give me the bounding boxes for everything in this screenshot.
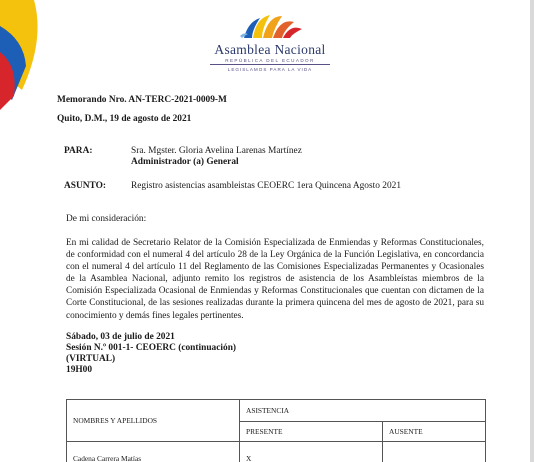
session-time: 19H00: [66, 365, 93, 375]
logo-divider: [210, 64, 330, 65]
table-row: [67, 442, 486, 462]
para-name: Sra. Mgster. Gloria Avelina Larenas Martínez: [131, 146, 302, 156]
session-date: Sábado, 03 de julio de 2021: [66, 332, 175, 342]
col-header-names: NOMBRES Y APELLIDOS: [67, 400, 240, 442]
session-mode: (VIRTUAL): [66, 354, 116, 364]
col-header-present: PRESENTE: [240, 422, 383, 442]
page-edge: [530, 0, 534, 462]
row-absent: [383, 442, 486, 462]
org-name: Asamblea Nacional: [214, 42, 326, 57]
col-header-absent: AUSENTE: [383, 422, 486, 442]
greeting: De mi consideración:: [66, 214, 147, 224]
session-name: Sesión N.º 001-1- CEOERC (continuación): [66, 343, 237, 353]
asunto-text: Registro asistencias asambleistas CEOERC 1era Quincena Agosto 2021: [131, 181, 402, 191]
memo-body: En mi calidad de Secretario Relator de la Comisión Especializada de Enmiendas y Reformas Constitucionales, de conformidad con el numeral 4 del artículo 28 de la Ley Orgánica de la Función Legislativa, en concordancia con el numeral 4 del artículo 11 del Reglamento de las Comisiones Especializadas Permanentes y Ocasionales de la Asamblea Nacional, adjunto remito los registros de asistencia de los Asambleístas miembros de la Comisión Especializada Ocasional de Enmiendas y Reformas Constitucionales que cuentan con dictamen de la Corte Constitucional, de las sesiones realizadas durante la primera quincena del mes de agosto de 2021, para su conocimiento y demás fines legales pertinentes.: [66, 238, 484, 321]
attendance-table: [66, 399, 486, 462]
memo-number: Memorando Nro. AN-TERC-2021-0009-M: [57, 95, 227, 105]
asunto-label: ASUNTO:: [64, 181, 107, 191]
org-tagline: LEGISLAMOS PARA LA VIDA: [227, 67, 313, 72]
org-subtitle: REPÚBLICA DEL ECUADOR: [225, 58, 315, 63]
col-header-attendance: ASISTENCIA: [240, 400, 486, 422]
para-label: PARA:: [64, 146, 93, 156]
row-name: Cadena Carrera Matías: [67, 442, 240, 462]
para-role: Administrador (a) General: [131, 157, 239, 167]
memo-place-date: Quito, D.M., 19 de agosto de 2021: [57, 114, 192, 124]
row-present: X: [240, 442, 383, 462]
